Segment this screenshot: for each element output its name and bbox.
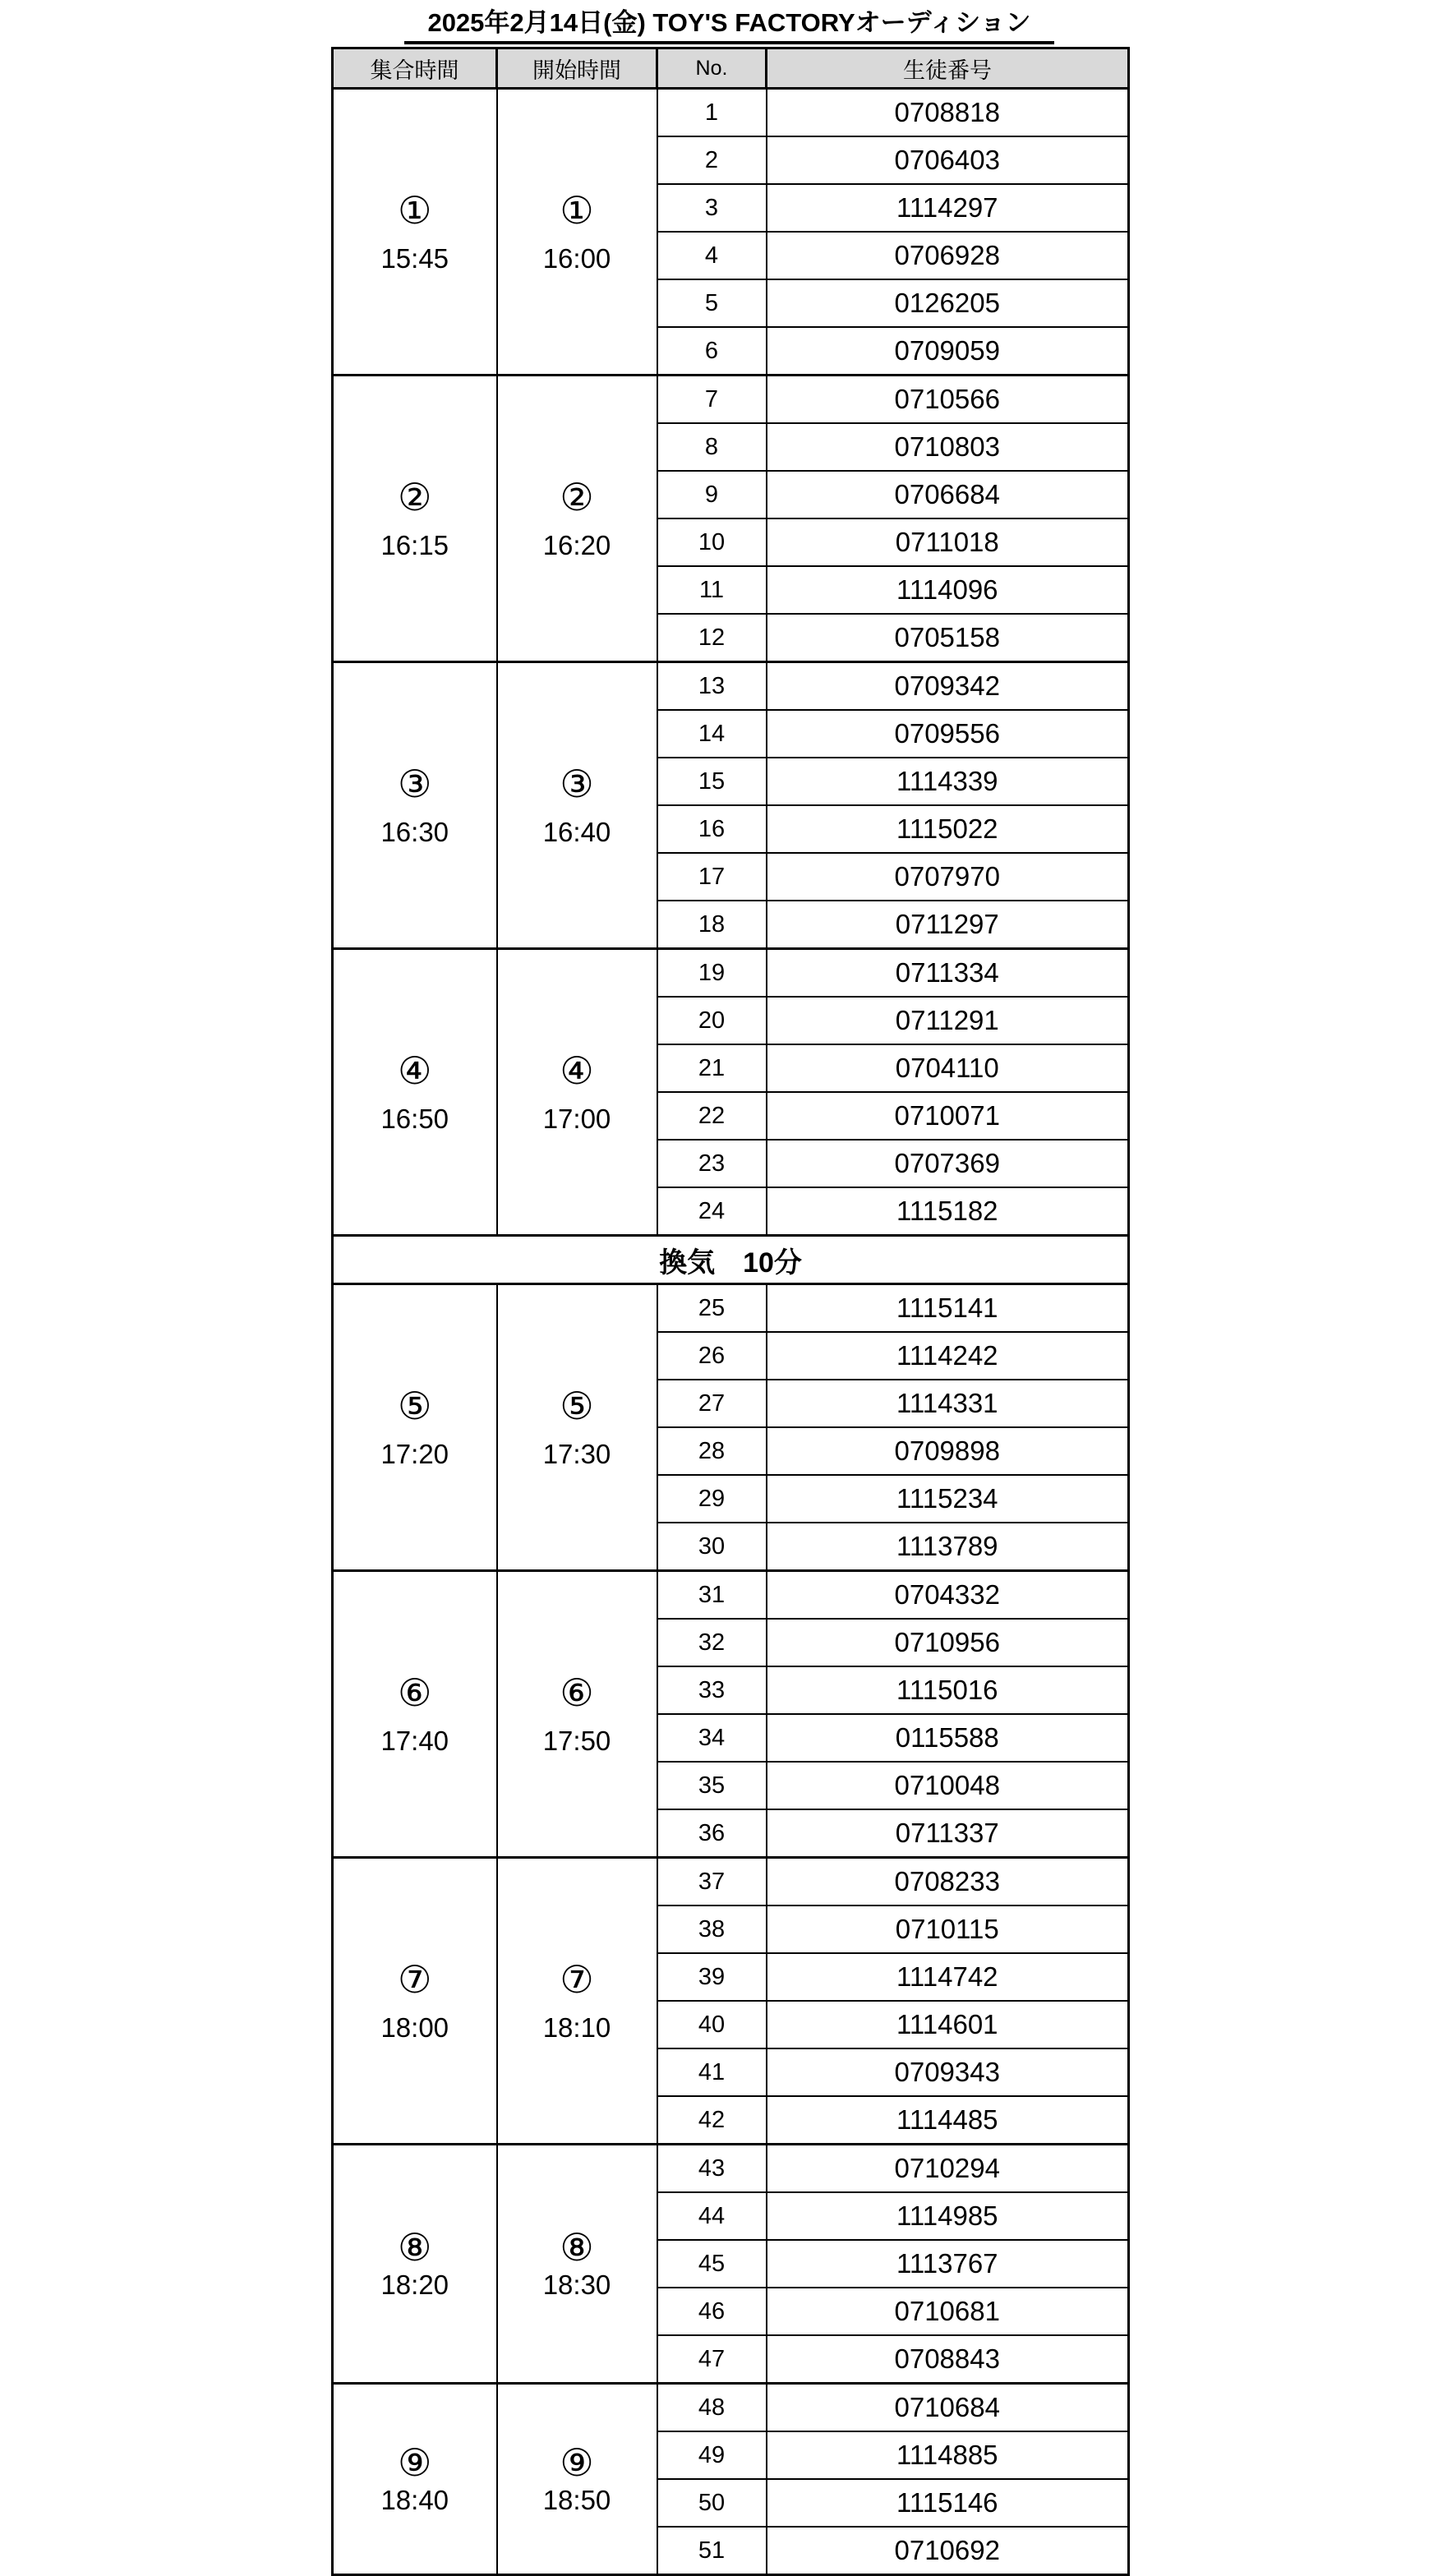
student-id-cell: 1114885 [767, 2431, 1129, 2479]
start-time: 16:00 [542, 242, 611, 274]
group-number-circle: ⑦ [560, 1957, 594, 2001]
ventilation-break-row [333, 1236, 1129, 1284]
student-id-cell: 0710684 [767, 2384, 1129, 2432]
row-number-cell: 3 [657, 184, 767, 232]
meet-time-group-cell [333, 89, 497, 376]
row-number-cell: 30 [657, 1523, 767, 1571]
row-number-cell: 4 [657, 232, 767, 279]
row-number-cell: 25 [657, 1284, 767, 1333]
row-number-cell: 24 [657, 1187, 767, 1236]
student-id-cell: 0711337 [767, 1809, 1129, 1858]
row-number-cell: 20 [657, 997, 767, 1044]
meet-time: 18:40 [380, 2485, 449, 2516]
meet-time: 18:00 [380, 2011, 449, 2043]
student-id-cell: 0704110 [767, 1044, 1129, 1092]
meet-time: 15:45 [380, 242, 449, 274]
student-id-cell: 0708843 [767, 2335, 1129, 2384]
student-id-cell: 0709556 [767, 710, 1129, 758]
group-number-circle: ④ [560, 1048, 594, 1092]
row-number-cell: 41 [657, 2048, 767, 2096]
meet-time: 16:15 [380, 529, 449, 560]
table-row [333, 1858, 1129, 1906]
student-id-cell: 0709059 [767, 327, 1129, 376]
student-id-cell: 0708818 [767, 89, 1129, 137]
meet-time: 16:50 [380, 1103, 449, 1134]
meet-time-group-cell [333, 1571, 497, 1858]
student-id-cell: 0710681 [767, 2288, 1129, 2335]
header-meet-time: 集合時間 [333, 48, 497, 89]
row-number-cell: 7 [657, 376, 767, 424]
student-id-cell: 0710048 [767, 1762, 1129, 1809]
row-number-cell: 21 [657, 1044, 767, 1092]
student-id-cell: 1115022 [767, 805, 1129, 853]
row-number-cell: 35 [657, 1762, 767, 1809]
row-number-cell: 19 [657, 949, 767, 998]
start-time-group-cell [497, 2384, 657, 2575]
meet-time: 17:40 [380, 1725, 449, 1756]
meet-time-group-cell [333, 662, 497, 949]
meet-time-group-cell [333, 2384, 497, 2575]
start-time: 17:30 [542, 1438, 611, 1469]
student-id-cell: 0707369 [767, 1140, 1129, 1187]
student-id-cell: 0710692 [767, 2527, 1129, 2575]
group-number-circle: ⑦ [398, 1957, 432, 2001]
row-number-cell: 10 [657, 518, 767, 566]
start-time: 17:00 [542, 1103, 611, 1134]
table-row [333, 2384, 1129, 2432]
meet-time-group-cell [333, 1284, 497, 1571]
row-number-cell: 36 [657, 1809, 767, 1858]
student-id-cell: 1114331 [767, 1380, 1129, 1427]
student-id-cell: 0706928 [767, 232, 1129, 279]
meet-time-group-cell [333, 1858, 497, 2145]
row-number-cell: 23 [657, 1140, 767, 1187]
student-id-cell: 0711297 [767, 901, 1129, 949]
student-id-cell: 1114985 [767, 2192, 1129, 2240]
row-number-cell: 28 [657, 1427, 767, 1475]
row-number-cell: 13 [657, 662, 767, 711]
row-number-cell: 49 [657, 2431, 767, 2479]
row-number-cell: 2 [657, 136, 767, 184]
row-number-cell: 11 [657, 566, 767, 614]
start-time: 16:40 [542, 816, 611, 847]
row-number-cell: 5 [657, 279, 767, 327]
student-id-cell: 0711018 [767, 518, 1129, 566]
student-id-cell: 0709343 [767, 2048, 1129, 2096]
student-id-cell: 1115146 [767, 2479, 1129, 2527]
row-number-cell: 12 [657, 614, 767, 662]
student-id-cell: 1114339 [767, 758, 1129, 805]
group-number-circle: ② [560, 475, 594, 518]
row-number-cell: 42 [657, 2096, 767, 2145]
row-number-cell: 14 [657, 710, 767, 758]
page-title-wrap [331, 2, 1127, 44]
row-number-cell: 27 [657, 1380, 767, 1427]
group-number-circle: ⑥ [560, 1670, 594, 1714]
student-id-cell: 0711334 [767, 949, 1129, 998]
meet-time: 16:30 [380, 816, 449, 847]
ventilation-break-label: 換気 10分 [333, 1236, 1129, 1284]
student-id-cell: 1113767 [767, 2240, 1129, 2288]
start-time-group-cell [497, 1284, 657, 1571]
audition-schedule-table [331, 47, 1130, 2576]
group-number-circle: ① [398, 188, 432, 232]
row-number-cell: 18 [657, 901, 767, 949]
table-row [333, 2145, 1129, 2193]
table-row [333, 662, 1129, 711]
student-id-cell: 1115016 [767, 1666, 1129, 1714]
row-number-cell: 40 [657, 2001, 767, 2048]
row-number-cell: 29 [657, 1475, 767, 1523]
student-id-cell: 1115141 [767, 1284, 1129, 1333]
group-number-circle: ⑤ [560, 1384, 594, 1427]
row-number-cell: 45 [657, 2240, 767, 2288]
row-number-cell: 8 [657, 423, 767, 471]
group-number-circle: ⑧ [560, 2226, 594, 2270]
start-time-group-cell [497, 1858, 657, 2145]
student-id-cell: 1114485 [767, 2096, 1129, 2145]
row-number-cell: 22 [657, 1092, 767, 1140]
student-id-cell: 0710956 [767, 1619, 1129, 1666]
row-number-cell: 15 [657, 758, 767, 805]
meet-time: 18:20 [380, 2270, 449, 2301]
start-time-group-cell [497, 1571, 657, 1858]
student-id-cell: 1113789 [767, 1523, 1129, 1571]
header-row [333, 48, 1129, 89]
group-number-circle: ⑥ [398, 1670, 432, 1714]
meet-time: 17:20 [380, 1438, 449, 1469]
row-number-cell: 32 [657, 1619, 767, 1666]
student-id-cell: 0709342 [767, 662, 1129, 711]
student-id-cell: 1114242 [767, 1332, 1129, 1380]
group-number-circle: ⑧ [398, 2226, 432, 2270]
row-number-cell: 50 [657, 2479, 767, 2527]
start-time: 17:50 [542, 1725, 611, 1756]
student-id-cell: 1114096 [767, 566, 1129, 614]
row-number-cell: 16 [657, 805, 767, 853]
start-time-group-cell [497, 2145, 657, 2384]
start-time-group-cell [497, 376, 657, 662]
row-number-cell: 39 [657, 1953, 767, 2001]
student-id-cell: 0710566 [767, 376, 1129, 424]
table-row [333, 89, 1129, 137]
row-number-cell: 47 [657, 2335, 767, 2384]
row-number-cell: 1 [657, 89, 767, 137]
start-time: 18:50 [542, 2485, 611, 2516]
student-id-cell: 0711291 [767, 997, 1129, 1044]
header-no: No. [657, 48, 767, 89]
start-time: 16:20 [542, 529, 611, 560]
student-id-cell: 0115588 [767, 1714, 1129, 1762]
start-time-group-cell [497, 89, 657, 376]
row-number-cell: 33 [657, 1666, 767, 1714]
student-id-cell: 0706684 [767, 471, 1129, 518]
row-number-cell: 38 [657, 1906, 767, 1953]
row-number-cell: 17 [657, 853, 767, 901]
group-number-circle: ⑤ [398, 1384, 432, 1427]
student-id-cell: 0706403 [767, 136, 1129, 184]
group-number-circle: ⑨ [560, 2441, 594, 2485]
student-id-cell: 0709898 [767, 1427, 1129, 1475]
group-number-circle: ④ [398, 1048, 432, 1092]
student-id-cell: 1115182 [767, 1187, 1129, 1236]
page-title: 2025年2月14日(金) TOY'S FACTORYオーディション [404, 2, 1053, 44]
row-number-cell: 43 [657, 2145, 767, 2193]
meet-time-group-cell [333, 949, 497, 1236]
meet-time-group-cell [333, 2145, 497, 2384]
row-number-cell: 6 [657, 327, 767, 376]
student-id-cell: 1114601 [767, 2001, 1129, 2048]
group-number-circle: ⑨ [398, 2441, 432, 2485]
table-row [333, 1571, 1129, 1620]
row-number-cell: 37 [657, 1858, 767, 1906]
student-id-cell: 1114742 [767, 1953, 1129, 2001]
start-time: 18:30 [542, 2270, 611, 2301]
table-row [333, 376, 1129, 424]
group-number-circle: ③ [398, 762, 432, 805]
row-number-cell: 31 [657, 1571, 767, 1620]
row-number-cell: 9 [657, 471, 767, 518]
student-id-cell: 0704332 [767, 1571, 1129, 1620]
row-number-cell: 48 [657, 2384, 767, 2432]
table-row [333, 1284, 1129, 1333]
student-id-cell: 1114297 [767, 184, 1129, 232]
table-row [333, 949, 1129, 998]
row-number-cell: 46 [657, 2288, 767, 2335]
student-id-cell: 0126205 [767, 279, 1129, 327]
group-number-circle: ① [560, 188, 594, 232]
student-id-cell: 0707970 [767, 853, 1129, 901]
row-number-cell: 34 [657, 1714, 767, 1762]
student-id-cell: 0710115 [767, 1906, 1129, 1953]
student-id-cell: 0708233 [767, 1858, 1129, 1906]
student-id-cell: 0710294 [767, 2145, 1129, 2193]
header-start-time: 開始時間 [497, 48, 657, 89]
group-number-circle: ② [398, 475, 432, 518]
start-time: 18:10 [542, 2011, 611, 2043]
start-time-group-cell [497, 949, 657, 1236]
meet-time-group-cell [333, 376, 497, 662]
row-number-cell: 51 [657, 2527, 767, 2575]
student-id-cell: 1115234 [767, 1475, 1129, 1523]
start-time-group-cell [497, 662, 657, 949]
group-number-circle: ③ [560, 762, 594, 805]
row-number-cell: 44 [657, 2192, 767, 2240]
student-id-cell: 0710071 [767, 1092, 1129, 1140]
row-number-cell: 26 [657, 1332, 767, 1380]
student-id-cell: 0710803 [767, 423, 1129, 471]
student-id-cell: 0705158 [767, 614, 1129, 662]
header-student-number: 生徒番号 [767, 48, 1129, 89]
